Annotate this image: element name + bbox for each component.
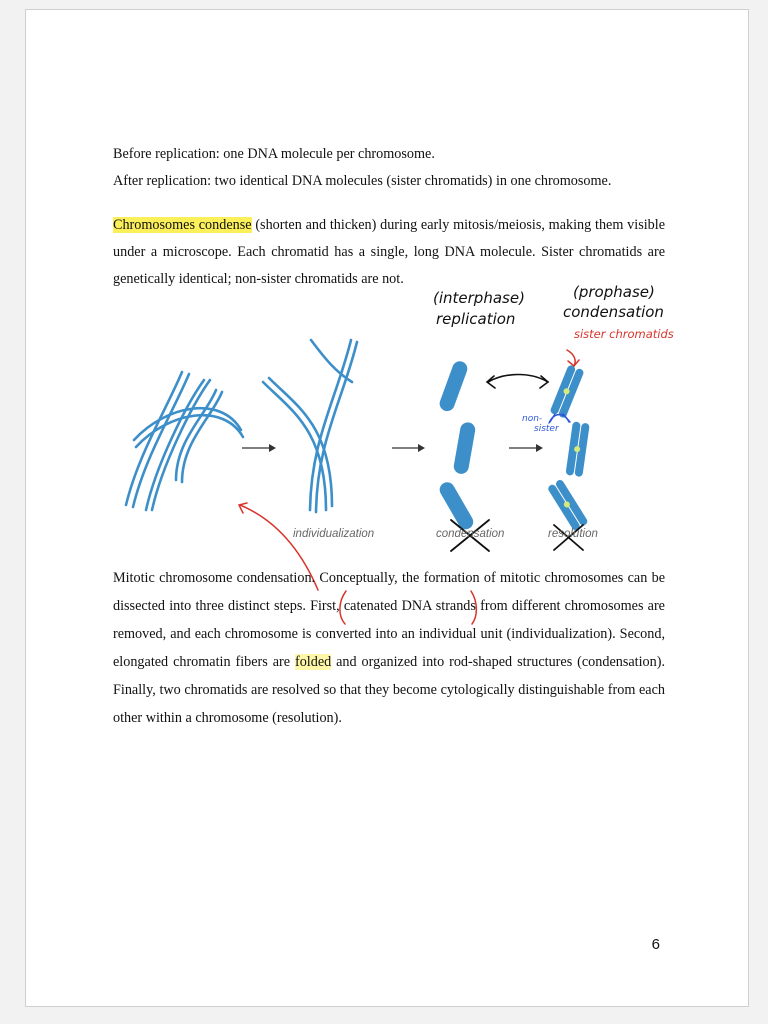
text-span: from different chromosomes are	[475, 598, 665, 614]
text-line: under a microscope. Each chromatid has a single, long DNA molecule. Sister chromatids are	[113, 244, 665, 260]
chromosome-figure	[26, 10, 750, 1008]
text-span: (shorten and thicken) during early mitosis/meiosis, making them visible	[251, 217, 665, 233]
label-resolution: resolution	[548, 528, 598, 540]
arrow-head	[269, 444, 276, 452]
arrow-head	[418, 444, 425, 452]
handwritten-sister-chromatids: sister chromatids	[574, 327, 674, 341]
condensed-chromosomes	[437, 359, 476, 532]
double-arrow-annotation	[487, 375, 548, 389]
handwritten-non: non-	[522, 414, 543, 424]
highlighted-text: folded	[294, 654, 332, 670]
text-line: After replication: two identical DNA molecules (sister chromatids) in one chromosome.	[113, 173, 612, 189]
text-line: Mitotic chromosome condensation. Conceptually, the formation of mitotic chromosomes can be	[113, 570, 665, 586]
text-line: other within a chromosome (resolution).	[113, 710, 342, 726]
text-span: elongated chromatin fibers are	[113, 654, 295, 670]
document-page	[25, 9, 749, 1007]
label-condensation: condensation	[436, 528, 505, 540]
text-span: catenated DNA strands	[343, 598, 476, 614]
text-line	[113, 654, 665, 671]
arrow-head	[536, 444, 543, 452]
individualized-chromatin-strands	[263, 340, 357, 512]
resolved-sister-chromatids	[547, 364, 590, 531]
handwritten-condensation: condensation	[563, 303, 664, 321]
sister-chromatids-arrow	[567, 350, 579, 366]
handwritten-interphase: (interphase)	[433, 289, 525, 307]
highlighted-text: Chromosomes condense	[113, 217, 252, 233]
text-line: removed, and each chromosome is converted into an individual unit (individualization). Second,	[113, 626, 665, 642]
label-individualization: individualization	[293, 528, 375, 540]
tangled-chromatin-strands	[126, 372, 243, 510]
text-span: and organized into rod-shaped structures (condensation).	[331, 654, 665, 670]
text-line: Before replication: one DNA molecule per chromosome.	[113, 146, 435, 162]
handwritten-prophase: (prophase)	[573, 283, 655, 301]
text-span: dissected into three distinct steps. First,	[113, 598, 344, 614]
text-line: Finally, two chromatids are resolved so that they become cytologically distinguishable from each	[113, 682, 665, 698]
page-number: 6	[651, 936, 660, 953]
handwritten-replication: replication	[436, 310, 516, 328]
handwritten-sister: sister	[534, 424, 559, 434]
text-line	[113, 598, 665, 615]
text-line: genetically identical; non-sister chromatids are not.	[113, 271, 404, 287]
